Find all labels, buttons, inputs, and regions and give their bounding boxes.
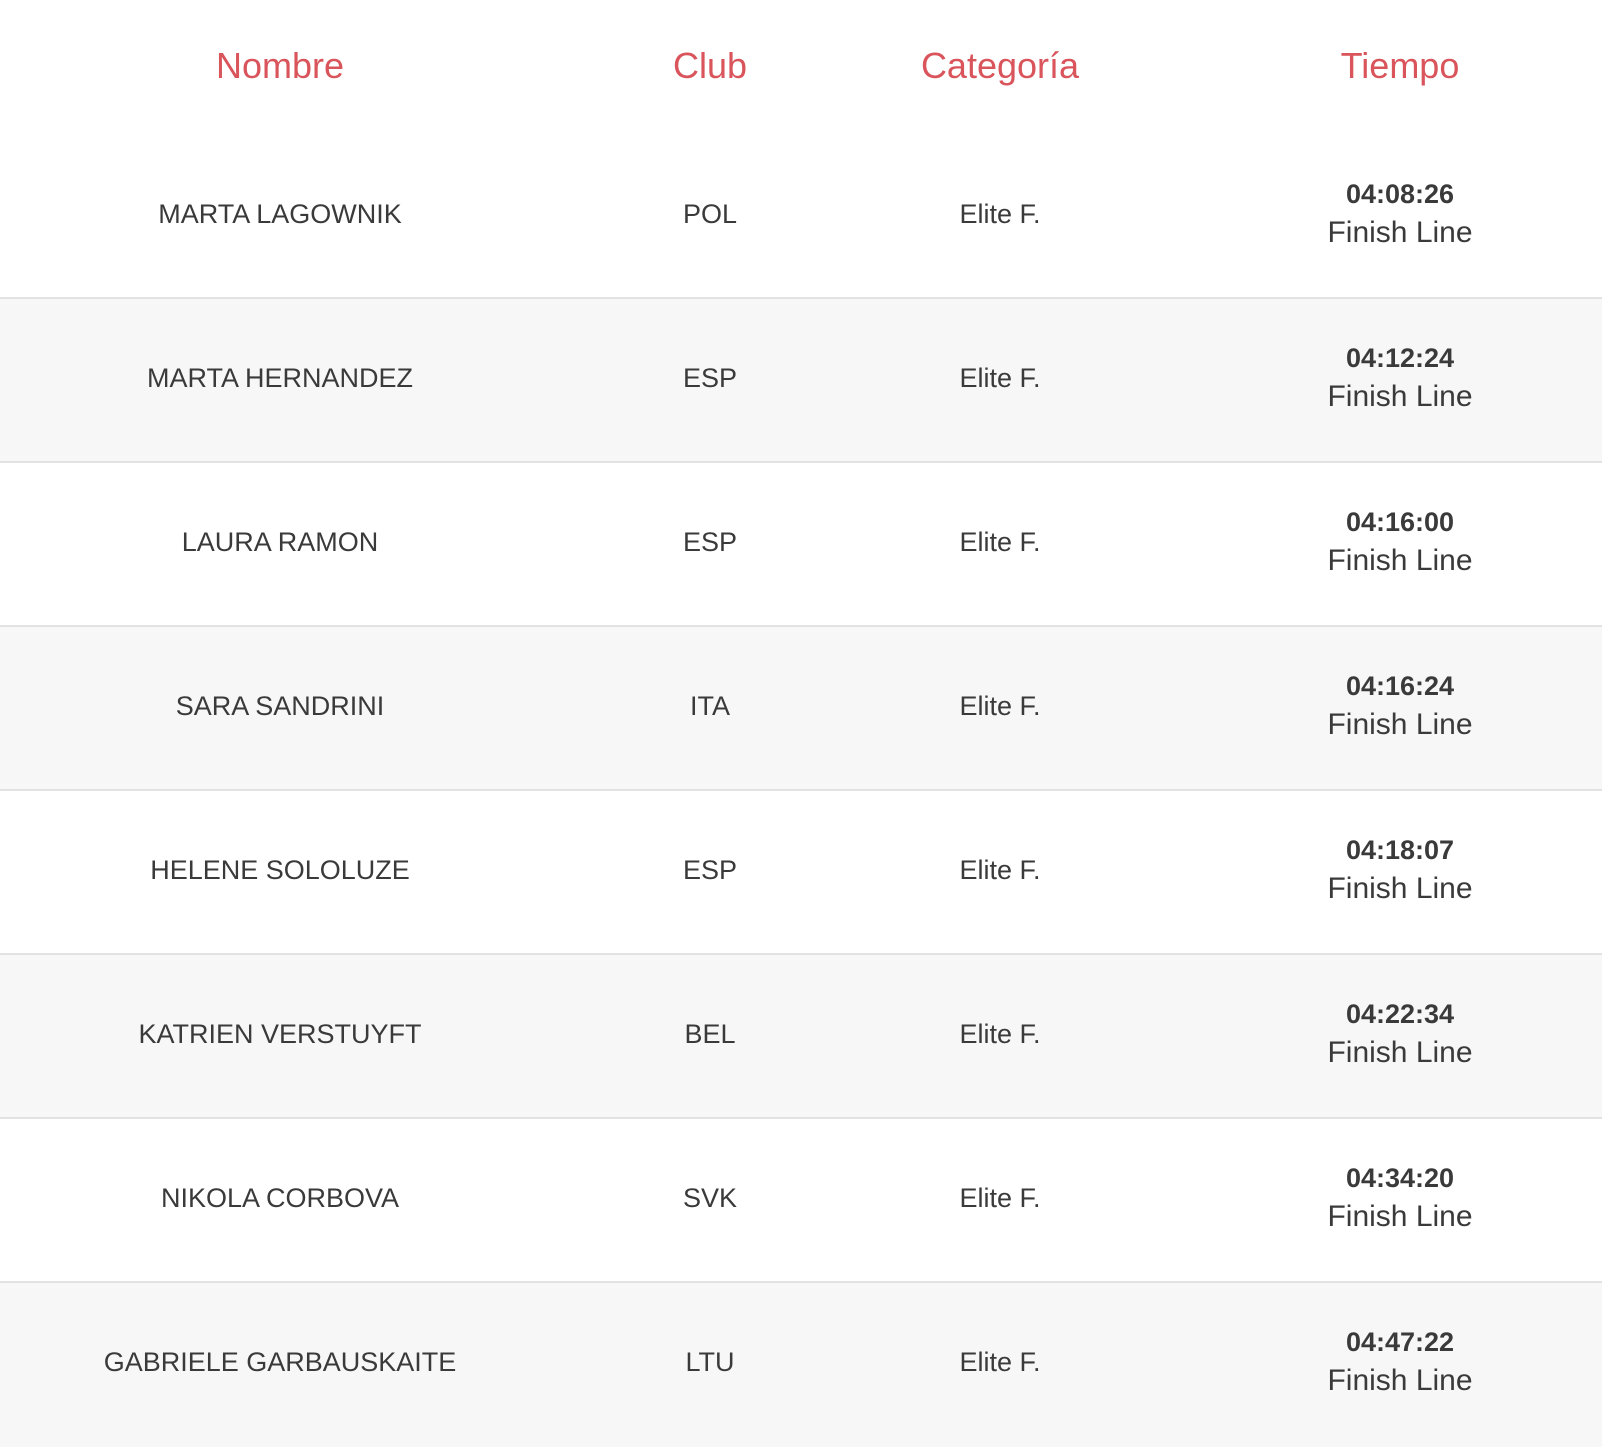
- athlete-name: HELENE SOLOLUZE: [150, 855, 410, 885]
- time-value: 04:22:34: [1345, 999, 1455, 1029]
- athlete-time: [1200, 667, 1600, 745]
- timing-point: Finish Line: [1327, 872, 1473, 905]
- table-row[interactable]: [0, 299, 1602, 463]
- header-category[interactable]: Categoría: [920, 45, 1080, 86]
- athlete-name: LAURA RAMON: [181, 527, 379, 557]
- table-row[interactable]: [0, 1283, 1602, 1447]
- athlete-club: SVK: [682, 1183, 738, 1213]
- athlete-club: ESP: [682, 363, 738, 393]
- table-row[interactable]: [0, 627, 1602, 791]
- table-row[interactable]: [0, 463, 1602, 627]
- timing-point: Finish Line: [1327, 216, 1473, 249]
- header-name[interactable]: Nombre: [215, 45, 345, 86]
- time-value: 04:34:20: [1345, 1163, 1455, 1193]
- timing-point: Finish Line: [1327, 708, 1473, 741]
- athlete-club: LTU: [685, 1347, 735, 1377]
- athlete-name: MARTA HERNANDEZ: [146, 363, 414, 393]
- athlete-category: Elite F.: [959, 855, 1041, 885]
- athlete-time: [1200, 1323, 1600, 1401]
- table-header: [0, 0, 1602, 135]
- header-club[interactable]: Club: [672, 45, 748, 86]
- timing-point: Finish Line: [1327, 380, 1473, 413]
- athlete-club: BEL: [684, 1019, 736, 1049]
- athlete-club: ESP: [682, 527, 738, 557]
- athlete-time: [1200, 1159, 1600, 1237]
- athlete-category: Elite F.: [959, 1347, 1041, 1377]
- timing-point: Finish Line: [1327, 1036, 1473, 1069]
- header-time[interactable]: Tiempo: [1340, 45, 1460, 86]
- table-row[interactable]: [0, 135, 1602, 299]
- time-value: 04:18:07: [1345, 835, 1455, 865]
- athlete-name: GABRIELE GARBAUSKAITE: [103, 1347, 457, 1377]
- table-row[interactable]: [0, 1119, 1602, 1283]
- timing-point: Finish Line: [1327, 1364, 1473, 1397]
- athlete-time: [1200, 175, 1600, 253]
- time-value: 04:08:26: [1345, 179, 1455, 209]
- athlete-name: MARTA LAGOWNIK: [158, 199, 402, 229]
- time-value: 04:47:22: [1345, 1327, 1455, 1357]
- athlete-club: POL: [682, 199, 738, 229]
- athlete-category: Elite F.: [959, 363, 1041, 393]
- table-row[interactable]: [0, 791, 1602, 955]
- athlete-club: ESP: [682, 855, 738, 885]
- time-value: 04:12:24: [1345, 343, 1455, 373]
- time-value: 04:16:00: [1345, 507, 1455, 537]
- athlete-club: ITA: [690, 691, 730, 721]
- timing-point: Finish Line: [1327, 1200, 1473, 1233]
- athlete-time: [1200, 831, 1600, 909]
- athlete-category: Elite F.: [959, 1183, 1041, 1213]
- athlete-name: NIKOLA CORBOVA: [160, 1183, 400, 1213]
- athlete-category: Elite F.: [959, 527, 1041, 557]
- athlete-time: [1200, 339, 1600, 417]
- time-value: 04:16:24: [1345, 671, 1455, 701]
- table-row[interactable]: [0, 955, 1602, 1119]
- athlete-time: [1200, 503, 1600, 581]
- athlete-time: [1200, 995, 1600, 1073]
- athlete-category: Elite F.: [959, 1019, 1041, 1049]
- athlete-category: Elite F.: [959, 691, 1041, 721]
- timing-point: Finish Line: [1327, 544, 1473, 577]
- athlete-name: SARA SANDRINI: [175, 691, 385, 721]
- athlete-category: Elite F.: [959, 199, 1041, 229]
- athlete-name: KATRIEN VERSTUYFT: [138, 1019, 422, 1049]
